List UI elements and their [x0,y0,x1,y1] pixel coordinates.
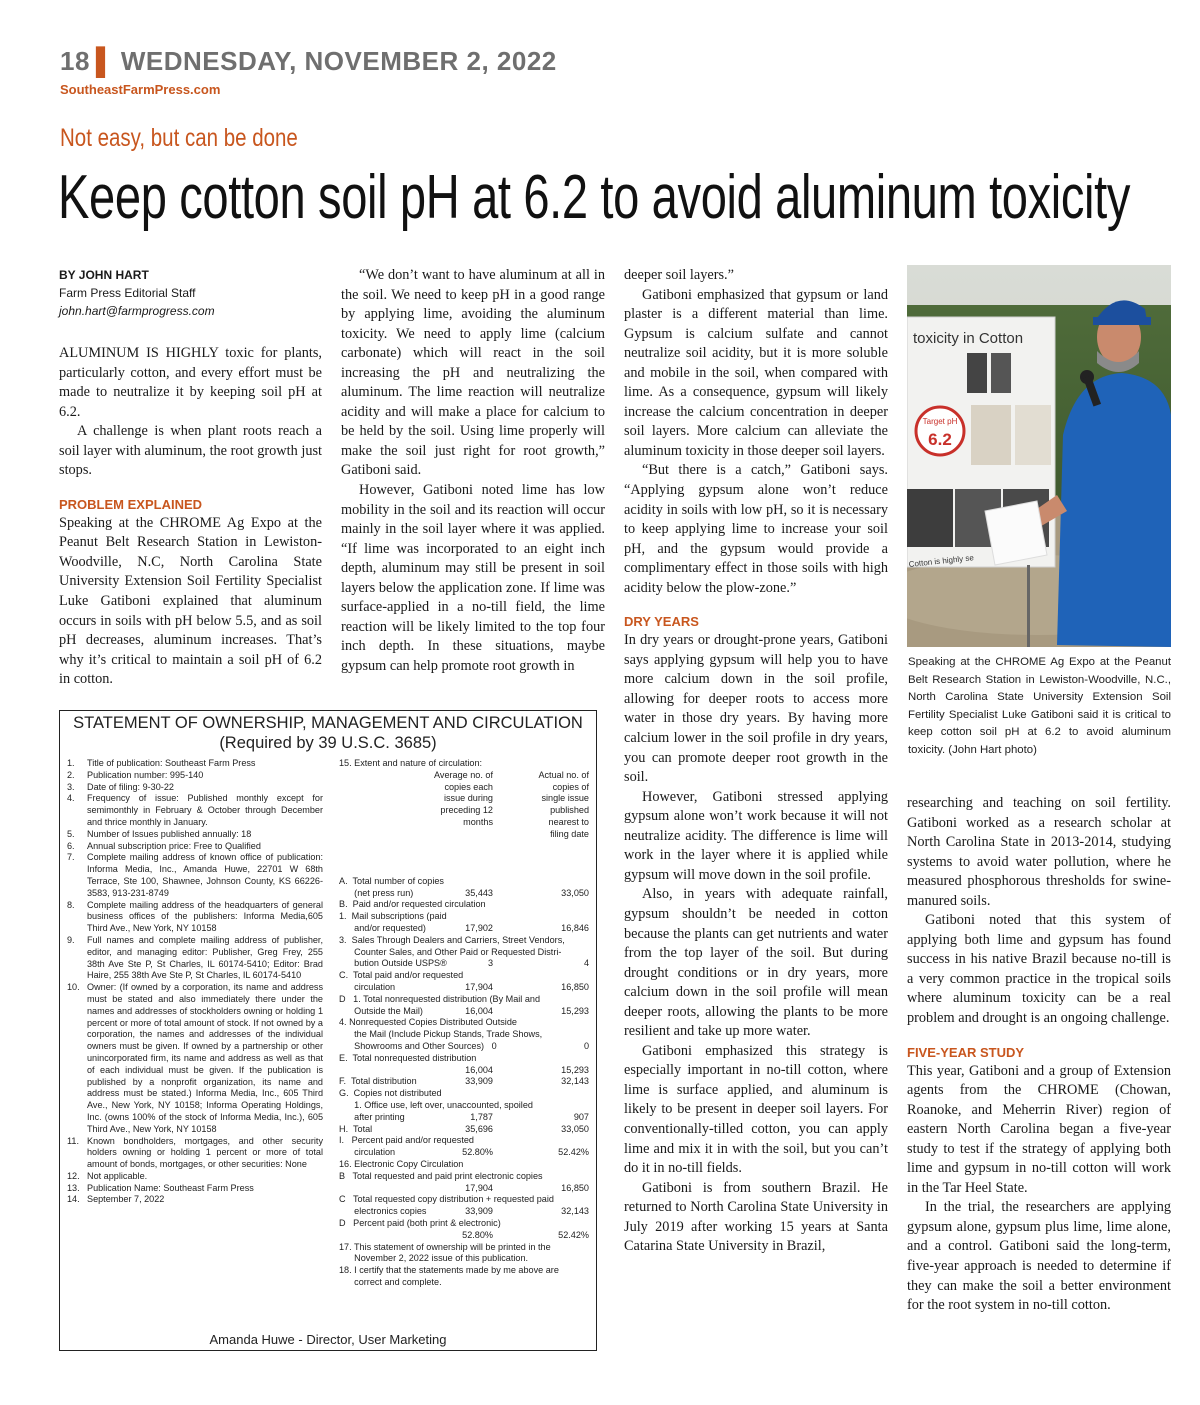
paragraph: Gatiboni emphasized that gypsum or land plaster is a different material than lime. Gypsum is calcium sulfate and cannot neutralize soil acidity, but it is more soluble and mobile in the soil, when compared with lime. As a consequence, gypsum will likely increase the calcium concentration in deeper soil layers. More calcium can alleviate the aluminum toxicity in those deeper soil layers. [624,286,888,459]
circulation-row [339,1029,591,1041]
article-headline: Keep cotton soil pH at 6.2 to avoid aluminum toxicity [58,163,1131,232]
paragraph: deeper soil layers.” [624,267,734,283]
paragraph: In the trial, the researchers are applying gypsum alone, gypsum plus lime, lime alone, and a control. Gatiboni said the long-term, five-year approach is needed to determine if they can make the soil a better environment for the root system in no-till cotton. [907,1199,1171,1314]
header-divider: ▌ [95,46,115,76]
poster-footer: Cotton is highly se [908,553,975,569]
circulation-row-label: C. Total paid and/or requested [339,970,464,981]
circulation-row [339,970,591,982]
circulation-average-value: 3 [487,958,493,969]
circulation-row [339,1230,591,1242]
circulation-row-label: B. Paid and/or requested circulation [339,899,486,910]
statement-item [67,770,323,782]
section-subhead: PROBLEM EXPLAINED [59,496,203,512]
circulation-row [339,1017,591,1029]
paragraph: Gatiboni noted that this system of applying both lime and gypsum has found success in his native Brazil because no-till is a very common practice in the tropical soils where aluminum toxicity can be a real problem and drought is an ongoing challenge. [907,912,1171,1027]
statement-item-number: 4. [67,793,75,804]
circulation-row [339,1218,591,1230]
page-header [60,46,557,77]
circulation-row-label: 4. Nonrequested Copies Distributed Outside [339,1017,517,1028]
paragraph: “But there is a catch,” Gatiboni says. “Applying gypsum alone won’t reduce acidity in soils with low pH, so it is necessary to keep applying lime to increase your soil pH, and the gypsum would provide a complimentary effect in those soils with high acidity below the plow-zone.” [624,462,888,596]
circulation-row-label: electronics copies [339,1206,427,1217]
circulation-average-value: 17,902 [465,922,493,933]
circulation-row-label: 18. I certify that the statements made by me above are [339,1265,559,1276]
circulation-row [339,876,591,888]
column-header-actual: Actual no. of copies of single issue published nearest to filing date [538,769,589,839]
poster-title: toxicity in Cotton [913,330,1024,347]
photo-caption: Speaking at the CHROME Ag Expo at the Peanut Belt Research Station in Lewiston-Woodville, N.C., North Carolina State University Extension Soil Fertility Specialist Luke Gatiboni said it is critical to keep cotton soil pH at 6.2 to avoid aluminum toxicity. (John Hart photo) [908,656,1171,756]
statement-item [67,852,323,899]
circulation-row-label: Outside the Mail) [339,1005,423,1016]
circulation-row [339,1253,591,1265]
circulation-actual-value: 52.42% [558,1229,589,1240]
statement-item [67,841,323,853]
circulation-rows [339,876,591,1289]
circulation-average-value: 1,787 [470,1111,493,1122]
circulation-row [339,1053,591,1065]
circulation-row-label: 3. Sales Through Dealers and Carriers, Street Vendors, [339,934,565,945]
circulation-row [339,935,591,947]
statement-item [67,1183,323,1195]
circulation-actual-value: 15,293 [561,1064,589,1075]
circulation-average-value: 16,004 [465,1005,493,1016]
circulation-row-label: Counter Sales, and Other Paid or Requested Distri- [339,946,562,957]
article-column-1 [59,266,322,690]
statement-item [67,758,323,770]
circulation-row [339,958,591,970]
statement-item-text: Complete mailing address of known office of publication: Informa Media, Inc., Amanda Huwe, 22701 W 68th Terrace, Ste 100, Shawnee, Johnson County, KS 66226-3583, 913-231-8749 [87,852,323,898]
statement-item-text: Title of publication: Southeast Farm Press [87,758,256,768]
circulation-row [339,1147,591,1159]
article-column-2 [341,266,605,676]
circulation-row-label: I. Percent paid and/or requested [339,1135,474,1146]
circulation-row-label: 1. Office use, left over, unaccounted, spoiled [339,1099,533,1110]
circulation-row-label: G. Copies not distributed [339,1088,442,1099]
circulation-row-label: 1. Mail subscriptions (paid [339,911,447,922]
article-column-3 [624,266,888,1257]
circulation-actual-value: 907 [573,1111,589,1122]
circulation-row [339,1194,591,1206]
circulation-row-label: B Total requested and paid print electronic copies [339,1170,543,1181]
circulation-average-value: 16,004 [465,1064,493,1075]
circulation-row-label: Showrooms and Other Sources) 0 [339,1040,497,1051]
circulation-row [339,1065,591,1077]
statement-signature: Amanda Huwe - Director, User Marketing [209,1332,447,1347]
circulation-row [339,1076,591,1088]
statement-item-number: 13. [67,1182,80,1193]
column-header-average: Average no. of copies each issue during preceding 12 months [434,769,493,827]
section-subhead: FIVE-YEAR STUDY [907,1044,1025,1060]
paragraph: ALUMINUM IS HIGHLY toxic for plants, particularly cotton, and every effort must be made to neutralize it by keeping soil pH at 6.2. [59,345,322,420]
circulation-average-value: 33,909 [465,1076,493,1087]
circulation-row [339,911,591,923]
statement-item-text: Publication number: 995-140 [87,769,204,780]
statement-title: STATEMENT OF OWNERSHIP, MANAGEMENT AND CIRCULATION [73,714,583,732]
circulation-row-label: F. Total distribution [339,1076,417,1087]
circulation-column-headers [339,770,591,876]
article-kicker: Not easy, but can be done [60,124,298,152]
circulation-row-label: November 2, 2022 issue of this publication. [339,1253,529,1264]
statement-item-number: 3. [67,781,75,792]
circulation-row [339,1183,591,1195]
circulation-row [339,1159,591,1171]
circulation-row-label: the Mail (Include Pickup Stands, Trade Shows, [339,1029,543,1040]
circulation-row-label: circulation [339,981,396,992]
item-15-label: 15. Extent and nature of circulation: [339,758,483,768]
paragraph: Gatiboni emphasized this strategy is especially important in no-till cotton, where lime is surface applied, and aluminum is likely to be present in deeper soil layers. For conventionally-tilled cotton, you can apply lime and mix it in with the soil, but you can’t do it in no-till fields. [624,1042,888,1177]
circulation-row-label: correct and complete. [339,1276,442,1287]
circulation-actual-value: 52.42% [558,1147,589,1158]
circulation-row [339,1088,591,1100]
statement-item [67,935,323,982]
statement-item-text: Complete mailing address of the headquarters of general business offices of the publishers: Informa Media,605 Third Ave., New York, NY 10158 [87,899,323,934]
circulation-table [339,758,591,1289]
statement-item-number: 10. [67,982,80,993]
statement-item-number: 14. [67,1194,80,1205]
statement-item-text: Number of Issues published annually: 18 [87,828,252,839]
column-1-body [59,344,322,690]
circulation-row [339,1242,591,1254]
circulation-row-label: 16. Electronic Copy Circulation [339,1158,464,1169]
statement-item-text: Frequency of issue: Published monthly except for semimonthly in February & October through December and thrice monthly in January. [87,793,323,827]
circulation-actual-value: 4 [583,958,589,969]
statement-item-number: 12. [67,1170,80,1181]
circulation-average-value: 52.80% [462,1147,493,1158]
circulation-row [339,1112,591,1124]
statement-items [67,758,323,1206]
paragraph: Also, in years with adequate rainfall, gypsum shouldn’t be needed in cotton because the plants can get nutrients and water from the top layer of the soil. But during drought conditions or in dry years, more calcium down in the soil profile will mean deeper roots, allowing the plants to be more resilient and take up more water. [624,886,888,1040]
statement-item-number: 8. [67,899,75,910]
statement-item-text: Known bondholders, mortgages, and other security holders owning or holding 1 percent or more of total amount of bonds, mortgages, or other securities: None [87,1135,323,1170]
circulation-average-value: 52.80% [462,1229,493,1240]
poster-target-label: Target pH [922,417,958,426]
circulation-actual-value: 33,050 [561,1123,589,1134]
circulation-actual-value: 16,850 [561,981,589,992]
statement-item-number: 1. [67,758,75,768]
circulation-row [339,888,591,900]
statement-item-text: Annual subscription price: Free to Qualified [87,840,261,851]
poster-target-value: 6.2 [928,430,952,449]
site-name: SoutheastFarmPress.com [60,82,221,97]
paragraph: This year, Gatiboni and a group of Extension agents from the CHROME (Chowan, Roanoke, and Meherrin River) region of eastern North Carolina began a five-year study to test if the strategy of applying both lime and gypsum in no-till cotton will work in the Tar Heel State. [907,1062,1171,1196]
statement-item-number: 7. [67,852,75,863]
circulation-row-label: D Percent paid (both print & electronic) [339,1217,501,1228]
paragraph: A challenge is when plant roots reach a soil layer with aluminum, the root growth just stops. [59,423,322,479]
issue-date: WEDNESDAY, NOVEMBER 2, 2022 [120,46,557,76]
circulation-row-label: E. Total nonrequested distribution [339,1052,477,1063]
circulation-average-value: 33,909 [465,1206,493,1217]
circulation-row-label: D 1. Total nonrequested distribution (By Mail and [339,993,541,1004]
byline-name: BY JOHN HART [59,268,149,282]
statement-of-ownership [59,710,597,1351]
circulation-actual-value: 16,846 [561,922,589,933]
statement-item-text: September 7, 2022 [87,1194,165,1205]
section-subhead: DRY YEARS [624,614,699,630]
statement-item [67,1194,323,1206]
statement-item [67,1171,323,1183]
statement-item-number: 9. [67,934,75,945]
circulation-row [339,982,591,994]
circulation-row-label: circulation [339,1147,396,1158]
statement-item [67,900,323,935]
statement-item-text: Not applicable. [87,1170,148,1181]
circulation-row-label: H. Total [339,1123,373,1134]
circulation-row [339,1171,591,1183]
circulation-average-value: 35,443 [465,887,493,898]
circulation-row [339,1124,591,1136]
paragraph: However, Gatiboni stressed applying gypsum alone won’t work because it will not neutralize acidity. The difference is lime will work in the layer where it is applied while gypsum will move down in the soil profile. [624,788,888,883]
statement-item-number: 2. [67,769,75,780]
statement-item-text: Publication Name: Southeast Farm Press [87,1182,254,1193]
circulation-row [339,1135,591,1147]
statement-item [67,829,323,841]
circulation-row-label: after printing [339,1111,405,1122]
photo-illustration [907,265,1171,647]
circulation-average-value: 17,904 [465,981,493,992]
circulation-row [339,1206,591,1218]
paragraph: However, Gatiboni noted lime has low mobility in the soil and its reaction will occur mainly in the soil layer where it was applied. “If lime was incorporated to an eight inch depth, aluminum may still be present in soil layers below the application zone. If lime was surface-applied in a no-till field, the lime reaction will be likely limited to the top four inch depth. In these situations, maybe gypsum can help promote root growth in [341,482,605,674]
circulation-row [339,1277,591,1289]
statement-subtitle: (Required by 39 U.S.C. 3685) [219,734,437,752]
statement-item-number: 5. [67,828,75,839]
statement-item [67,782,323,794]
statement-item-text: Date of filing: 9-30-22 [87,781,174,792]
circulation-row [339,1041,591,1053]
circulation-row [339,994,591,1006]
statement-item [67,982,323,1135]
statement-item [67,1136,323,1171]
circulation-row [339,899,591,911]
circulation-actual-value: 0 [583,1040,589,1051]
circulation-row [339,947,591,959]
paragraph: Speaking at the CHROME Ag Expo at the Peanut Belt Research Station in Lewiston-Woodville, N.C, North Carolina State University Extension Soil Fertility Specialist Luke Gatiboni explained that aluminum occurs in soils with pH below 5.5, and as soil pH decreases, aluminum increases. That’s why it’s critical to maintain a soil pH of 6.2 in cotton. [59,514,322,688]
circulation-row [339,923,591,935]
article-column-4 [907,794,1171,1316]
circulation-row-label: bution Outside USPS® [339,958,447,969]
circulation-actual-value: 16,850 [561,1182,589,1193]
circulation-average-value: 17,904 [465,1182,493,1193]
circulation-actual-value: 33,050 [561,887,589,898]
statement-item-text: Full names and complete mailing address of publisher, editor, and managing editor: Publisher, Greg Frey, 255 38th Ave Ste P, St Charles, IL 60174-5410; Editor: Brad Haire, 255 38th Ave Ste P, St Charles, IL 60174-5410 [87,934,323,981]
circulation-row-label: (net press run) [339,887,414,898]
article-photo [907,265,1171,647]
paragraph: In dry years or drought-prone years, Gatiboni says applying gypsum will help you to have more calcium down in the soil profile, allowing for deeper roots to access more water in those dry years. By having more calcium lower in the soil profile in dry years, you can promote deeper root growth in the soil. [624,632,888,786]
paragraph: “We don’t want to have aluminum at all in the soil. We need to keep pH in a good range by applying lime, avoiding the aluminum toxicity. We need to apply lime (calcium carbonate) which will react in the soil increasing the pH and neutralizing the aluminum. The lime reaction will neutralize acidity and will make a place for calcium to be held by the soil. Using lime properly will make the soil just right for root growth,” Gatiboni said. [341,267,605,479]
paragraph: Gatiboni is from southern Brazil. He returned to North Carolina State University in July 2019 after working 15 years at Santa Catarina State University in Brazil, [624,1179,888,1255]
statement-item-text: Owner: (If owned by a corporation, its name and address must be stated and also immediately there under the names and addresses of stockholders owning or holding 1 percent or more of total amount of stock. If not owned by a corporation, the names and addresses of the individual owners must be given. If owned by a partnership or other unincorporated firm, its name and address as well as that of each individual must be given. If the publication is published by a nonprofit organization, its name and address must be stated.) Informa Media, Inc., 605 Third Ave., New York, NY 10158; Informa Operating Holdings, Inc. (owns 100% of the stock of Informa Media, Inc.), 605 Third Ave., New York, NY 10158 [87,982,323,1134]
paragraph: researching and teaching on soil fertility. Gatiboni worked as a research scholar at North Carolina State in 2013-2014, studying systems to avoid water pollution, where he measured phosphorous thresholds for swine-manured soils. [907,795,1171,909]
byline-role: Farm Press Editorial Staff [59,286,196,300]
circulation-row [339,1006,591,1018]
circulation-row-label: 17. This statement of ownership will be printed in the [339,1241,551,1252]
page-number: 18 [60,46,90,76]
statement-item [67,793,323,828]
byline-email: john.hart@farmprogress.com [59,304,215,318]
statement-item-number: 6. [67,840,75,851]
circulation-row-label: A. Total number of copies [339,875,444,886]
circulation-row-label: C Total requested copy distribution + requested paid [339,1194,554,1205]
circulation-row-label: and/or requested) [339,922,426,933]
byline [59,266,322,320]
circulation-row [339,1265,591,1277]
circulation-average-value: 35,696 [465,1123,493,1134]
circulation-actual-value: 32,143 [561,1076,589,1087]
circulation-actual-value: 32,143 [561,1206,589,1217]
statement-item-number: 11. [67,1135,79,1146]
circulation-actual-value: 15,293 [561,1005,589,1016]
circulation-row [339,1100,591,1112]
